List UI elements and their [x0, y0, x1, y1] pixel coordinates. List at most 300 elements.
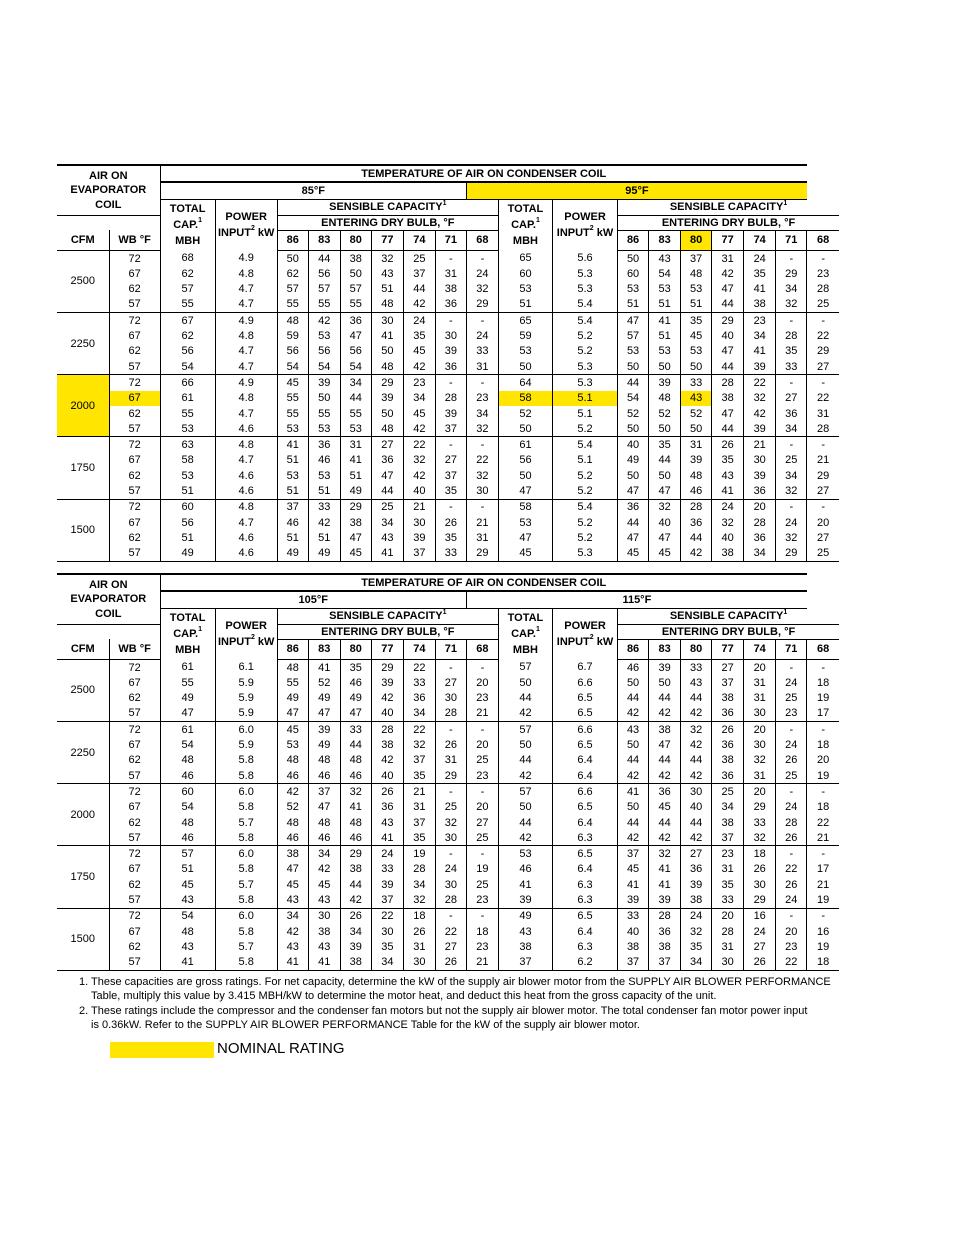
table-cell: 44 [681, 753, 712, 768]
wb-value: 72 [109, 908, 160, 924]
table-cell: 48 [371, 359, 403, 375]
table-row [57, 939, 839, 954]
table-cell: 49 [308, 737, 340, 752]
table-cell: 50 [681, 359, 712, 375]
table-cell: 47 [712, 344, 744, 359]
table-cell: 42 [681, 706, 712, 722]
wb-value: 62 [109, 815, 160, 830]
table-cell: 47 [371, 468, 403, 483]
table-cell: 35 [340, 659, 371, 675]
wb-value: 67 [109, 328, 160, 343]
table-row [57, 453, 839, 468]
table-cell: 42 [649, 830, 681, 846]
table-cell: 18 [466, 924, 498, 939]
table-cell: 22 [776, 955, 807, 971]
table-cell: 60 [160, 784, 215, 800]
table-cell: 50 [649, 421, 681, 437]
table-cell: 54 [618, 391, 649, 406]
table-cell: 24 [371, 846, 403, 862]
table-cell: 39 [649, 375, 681, 391]
table-cell: 47 [618, 313, 649, 329]
table-cell: 48 [277, 753, 308, 768]
table-cell: - [807, 659, 839, 675]
table-cell: - [776, 722, 807, 738]
table-cell: 51 [308, 483, 340, 499]
wb-value: 57 [109, 768, 160, 784]
table-cell: - [776, 313, 807, 329]
footnotes [79, 975, 849, 1032]
table-cell: 53 [681, 344, 712, 359]
wb-value: 72 [109, 499, 160, 515]
table-cell: 37 [308, 784, 340, 800]
table-cell: 51 [277, 453, 308, 468]
table-cell: 48 [649, 391, 681, 406]
table-cell: 42 [277, 784, 308, 800]
table-cell: 24 [776, 800, 807, 815]
table-cell: 49 [340, 690, 371, 705]
table-cell: 53 [340, 421, 371, 437]
table-cell: 32 [340, 784, 371, 800]
table-cell: 30 [435, 690, 466, 705]
table-cell: 50 [618, 421, 649, 437]
total-cap-header: TOTAL CAP.$^1$ MBH [498, 608, 552, 659]
table-cell: 4.8 [215, 328, 277, 343]
cfm-value: 2000 [57, 784, 109, 846]
db-col-83: 83 [649, 639, 681, 659]
table-cell: 48 [340, 815, 371, 830]
table-cell: 19 [807, 939, 839, 954]
table-cell: 34 [277, 908, 308, 924]
table-cell: 33 [681, 659, 712, 675]
db-col-86: 86 [618, 230, 649, 250]
db-col-77: 77 [371, 639, 403, 659]
table-cell: 31 [403, 939, 435, 954]
table-cell: 18 [807, 737, 839, 752]
table-cell: 5.8 [215, 753, 277, 768]
table-cell: 26 [776, 877, 807, 892]
table-cell: 5.3 [552, 375, 617, 391]
cfm-header: CFM [57, 230, 109, 250]
table-cell: 54 [340, 359, 371, 375]
table-cell: - [435, 659, 466, 675]
table-cell: 47 [618, 483, 649, 499]
table-cell: 4.7 [215, 515, 277, 530]
table-cell: 26 [435, 737, 466, 752]
db-col-80: 80 [340, 230, 371, 250]
table-cell: 36 [618, 499, 649, 515]
table-cell: 20 [712, 908, 744, 924]
table-cell: 35 [649, 437, 681, 453]
wb-value: 67 [109, 862, 160, 877]
table-cell: 5.4 [552, 297, 617, 313]
table-cell: 34 [681, 955, 712, 971]
wb-value: 67 [109, 266, 160, 281]
table-cell: 6.7 [552, 659, 617, 675]
table-cell: 57 [160, 281, 215, 296]
table-cell: - [466, 499, 498, 515]
table-cell: 20 [466, 737, 498, 752]
cfm-value: 1750 [57, 437, 109, 499]
table-cell: 40 [371, 706, 403, 722]
table-cell: 43 [371, 530, 403, 545]
table-cell: 39 [498, 892, 552, 908]
table-cell: 6.2 [552, 955, 617, 971]
table-cell: 48 [277, 815, 308, 830]
table-cell: 41 [498, 877, 552, 892]
table-cell: 48 [308, 753, 340, 768]
table-cell: 40 [618, 924, 649, 939]
table-cell: 26 [776, 753, 807, 768]
db-col-74: 74 [744, 230, 776, 250]
table-row [57, 722, 839, 738]
table-cell: 27 [712, 659, 744, 675]
table-cell: 40 [403, 483, 435, 499]
table-cell: 45 [403, 406, 435, 421]
table-cell: 50 [618, 359, 649, 375]
table-cell: 6.5 [552, 706, 617, 722]
wb-value: 67 [109, 453, 160, 468]
table-cell: 36 [308, 437, 340, 453]
table-cell: 48 [277, 659, 308, 675]
table-cell: 36 [712, 737, 744, 752]
table-cell: 24 [712, 499, 744, 515]
table-cell: 6.0 [215, 784, 277, 800]
table-cell: 59 [498, 328, 552, 343]
table-cell: 61 [160, 722, 215, 738]
table-row [57, 800, 839, 815]
table-cell: 43 [308, 892, 340, 908]
table-cell: 32 [776, 483, 807, 499]
wb-value: 62 [109, 281, 160, 296]
table-cell: 33 [618, 908, 649, 924]
table-cell: 26 [744, 862, 776, 877]
table-cell: 27 [807, 530, 839, 545]
wb-value: 72 [109, 784, 160, 800]
table-cell: 42 [712, 266, 744, 281]
table-cell: 49 [160, 546, 215, 562]
wb-value: 57 [109, 421, 160, 437]
table-cell: 36 [649, 784, 681, 800]
table-cell: 42 [618, 706, 649, 722]
table-cell: 24 [435, 862, 466, 877]
table-cell: 34 [340, 375, 371, 391]
table-cell: 46 [308, 453, 340, 468]
table-cell: 36 [744, 483, 776, 499]
table-cell: 39 [308, 722, 340, 738]
table-cell: 37 [403, 815, 435, 830]
table-cell: 51 [681, 297, 712, 313]
table-cell: 50 [308, 391, 340, 406]
table-cell: 36 [681, 862, 712, 877]
db-col-86: 86 [277, 230, 308, 250]
table-cell: 43 [277, 939, 308, 954]
table-cell: 16 [744, 908, 776, 924]
table-cell: 17 [807, 862, 839, 877]
table-cell: 6.5 [552, 737, 617, 752]
table-cell: 48 [340, 753, 371, 768]
table-cell: 38 [340, 515, 371, 530]
table-cell: 29 [371, 659, 403, 675]
table-cell: 53 [649, 281, 681, 296]
table-row [57, 250, 839, 266]
table-cell: 41 [744, 281, 776, 296]
wb-value: 57 [109, 546, 160, 562]
table-row [57, 815, 839, 830]
table-cell: 5.8 [215, 862, 277, 877]
table-cell: 44 [498, 815, 552, 830]
table-cell: 51 [371, 281, 403, 296]
db-col-77: 77 [371, 230, 403, 250]
table-cell: 22 [776, 862, 807, 877]
table-cell: 40 [371, 768, 403, 784]
table-cell: 44 [498, 690, 552, 705]
table-cell: 34 [776, 421, 807, 437]
db-col-80: 80 [681, 639, 712, 659]
table-cell: 41 [340, 800, 371, 815]
wb-value: 72 [109, 722, 160, 738]
table-cell: 51 [160, 862, 215, 877]
table-cell: 39 [435, 344, 466, 359]
table-cell: 53 [618, 344, 649, 359]
table-cell: 27 [371, 437, 403, 453]
table-cell: 32 [744, 391, 776, 406]
table-cell: 42 [498, 768, 552, 784]
table-cell: 52 [618, 406, 649, 421]
db-col-74: 74 [403, 230, 435, 250]
table-cell: 25 [466, 877, 498, 892]
table-cell: 25 [776, 768, 807, 784]
table-cell: 37 [681, 250, 712, 266]
table-cell: 44 [649, 815, 681, 830]
air-on-evaporator-header: AIR ON EVAPORATOR COIL [57, 165, 160, 215]
table-cell: 5.2 [552, 344, 617, 359]
table-cell: 34 [308, 846, 340, 862]
table-cell: 46 [681, 483, 712, 499]
table-cell: 26 [776, 830, 807, 846]
table-cell: 28 [776, 815, 807, 830]
table-cell: 32 [649, 499, 681, 515]
table-cell: 43 [649, 250, 681, 266]
table-cell: - [466, 313, 498, 329]
table-cell: 42 [681, 737, 712, 752]
table-cell: 42 [403, 359, 435, 375]
table-cell: 53 [277, 421, 308, 437]
table-cell: 45 [340, 546, 371, 562]
table-cell: 45 [618, 546, 649, 562]
table-row [57, 375, 839, 391]
table-cell: - [435, 784, 466, 800]
table-cell: - [807, 784, 839, 800]
table-cell: 33 [681, 375, 712, 391]
table-cell: 38 [498, 939, 552, 954]
table-cell: 30 [744, 737, 776, 752]
table-cell: 48 [371, 421, 403, 437]
table-cell: 29 [712, 313, 744, 329]
db-col-68: 68 [466, 230, 498, 250]
table-row [57, 313, 839, 329]
table-cell: 5.2 [552, 468, 617, 483]
table-cell: 50 [371, 406, 403, 421]
table-cell: 21 [807, 453, 839, 468]
table-cell: 64 [498, 375, 552, 391]
table-cell: 32 [466, 421, 498, 437]
table-cell: 53 [681, 281, 712, 296]
table-cell: 35 [681, 313, 712, 329]
table-cell: 33 [340, 722, 371, 738]
table-cell: 34 [403, 877, 435, 892]
table-cell: 25 [776, 690, 807, 705]
table-cell: 41 [308, 659, 340, 675]
db-col-71: 71 [776, 230, 807, 250]
db-col-86: 86 [277, 639, 308, 659]
table-cell: 32 [403, 453, 435, 468]
cfm-value: 2000 [57, 375, 109, 437]
table-cell: 34 [340, 924, 371, 939]
table-cell: 42 [308, 515, 340, 530]
table-cell: 57 [340, 281, 371, 296]
table-cell: 34 [776, 281, 807, 296]
table-cell: 4.8 [215, 499, 277, 515]
table-cell: 55 [160, 297, 215, 313]
table-cell: 5.7 [215, 815, 277, 830]
table-cell: 40 [618, 437, 649, 453]
wb-value: 67 [109, 675, 160, 690]
table-cell: 4.6 [215, 483, 277, 499]
table-cell: 28 [435, 706, 466, 722]
table-cell: 5.3 [552, 546, 617, 562]
table-cell: 42 [340, 892, 371, 908]
table-cell: 22 [807, 815, 839, 830]
table-cell: 43 [712, 468, 744, 483]
wb-value: 57 [109, 955, 160, 971]
cfm-value: 1750 [57, 846, 109, 908]
table-cell: 27 [435, 453, 466, 468]
table-cell: 24 [744, 924, 776, 939]
table-cell: - [776, 499, 807, 515]
table-cell: 34 [744, 328, 776, 343]
table-cell: 31 [435, 266, 466, 281]
table-cell: 42 [277, 924, 308, 939]
table-cell: 24 [776, 515, 807, 530]
table-cell: 44 [618, 690, 649, 705]
table-cell: 26 [340, 908, 371, 924]
wb-value: 67 [109, 515, 160, 530]
table-cell: 42 [498, 706, 552, 722]
table-cell: 32 [776, 530, 807, 545]
table-cell: 32 [744, 753, 776, 768]
table-cell: 35 [435, 483, 466, 499]
total-cap-header: TOTAL CAP.$^1$ MBH [498, 199, 552, 250]
table-cell: 5.3 [552, 359, 617, 375]
table-cell: 20 [776, 924, 807, 939]
table-cell: 50 [498, 359, 552, 375]
sensible-capacity-header: SENSIBLE CAPACITY$^1$ [618, 199, 839, 215]
table-cell: 39 [435, 406, 466, 421]
table-cell: 24 [776, 892, 807, 908]
table-cell: 55 [160, 406, 215, 421]
table-cell: 4.8 [215, 391, 277, 406]
table-cell: 50 [498, 800, 552, 815]
table-cell: 49 [618, 453, 649, 468]
table-cell: 44 [498, 753, 552, 768]
table-cell: 38 [308, 924, 340, 939]
table-cell: - [776, 250, 807, 266]
table-cell: 26 [435, 955, 466, 971]
table-cell: 31 [744, 675, 776, 690]
table-cell: 25 [466, 830, 498, 846]
table-cell: 22 [371, 908, 403, 924]
db-col-80-nominal: 80 [681, 230, 712, 250]
table-cell: 29 [466, 297, 498, 313]
wb-value: 62 [109, 468, 160, 483]
condenser-temp-title: TEMPERATURE OF AIR ON CONDENSER COIL [160, 574, 807, 591]
table-cell: 44 [340, 737, 371, 752]
table-cell: 25 [807, 297, 839, 313]
total-cap-header: TOTAL CAP.$^1$ MBH [160, 199, 215, 250]
table-cell: - [435, 499, 466, 515]
table-cell: - [466, 846, 498, 862]
table-cell: 44 [681, 690, 712, 705]
table-cell: 55 [308, 297, 340, 313]
table-cell: 20 [744, 722, 776, 738]
table-cell: 39 [744, 359, 776, 375]
table-cell: 56 [340, 344, 371, 359]
table-cell: 44 [340, 877, 371, 892]
table-cell: 31 [712, 939, 744, 954]
table-cell: 41 [618, 877, 649, 892]
table-row [57, 328, 839, 343]
cfm-value: 1500 [57, 499, 109, 561]
table-cell: 5.4 [552, 313, 617, 329]
table-cell: 51 [498, 297, 552, 313]
table-cell: 20 [744, 784, 776, 800]
table-cell: 54 [277, 359, 308, 375]
table-cell: 47 [649, 483, 681, 499]
table-cell: 6.6 [552, 675, 617, 690]
table-cell: 25 [712, 784, 744, 800]
table-cell: 39 [371, 675, 403, 690]
table-cell: 21 [807, 877, 839, 892]
table-cell: 36 [712, 706, 744, 722]
table-cell: 50 [340, 266, 371, 281]
table-cell: 39 [371, 391, 403, 406]
table-cell: 34 [371, 955, 403, 971]
table-cell: 55 [340, 406, 371, 421]
table-cell: 19 [403, 846, 435, 862]
wb-value: 72 [109, 313, 160, 329]
table-cell: 20 [466, 675, 498, 690]
table-cell: 38 [649, 939, 681, 954]
table-cell: 19 [807, 892, 839, 908]
table-cell: 25 [466, 753, 498, 768]
table-cell: 6.3 [552, 830, 617, 846]
table-cell: 23 [776, 939, 807, 954]
table-row [57, 468, 839, 483]
table-cell: 40 [649, 515, 681, 530]
table-cell: 31 [744, 768, 776, 784]
table-cell: - [435, 375, 466, 391]
table-cell: 50 [498, 468, 552, 483]
table-cell: 65 [498, 313, 552, 329]
table-cell: 5.9 [215, 690, 277, 705]
table-cell: 21 [807, 830, 839, 846]
table-row [57, 955, 839, 971]
table-cell: 52 [681, 406, 712, 421]
table-cell: 40 [712, 328, 744, 343]
table-cell: 5.2 [552, 530, 617, 545]
table-cell: 50 [498, 421, 552, 437]
table-cell: 31 [712, 862, 744, 877]
